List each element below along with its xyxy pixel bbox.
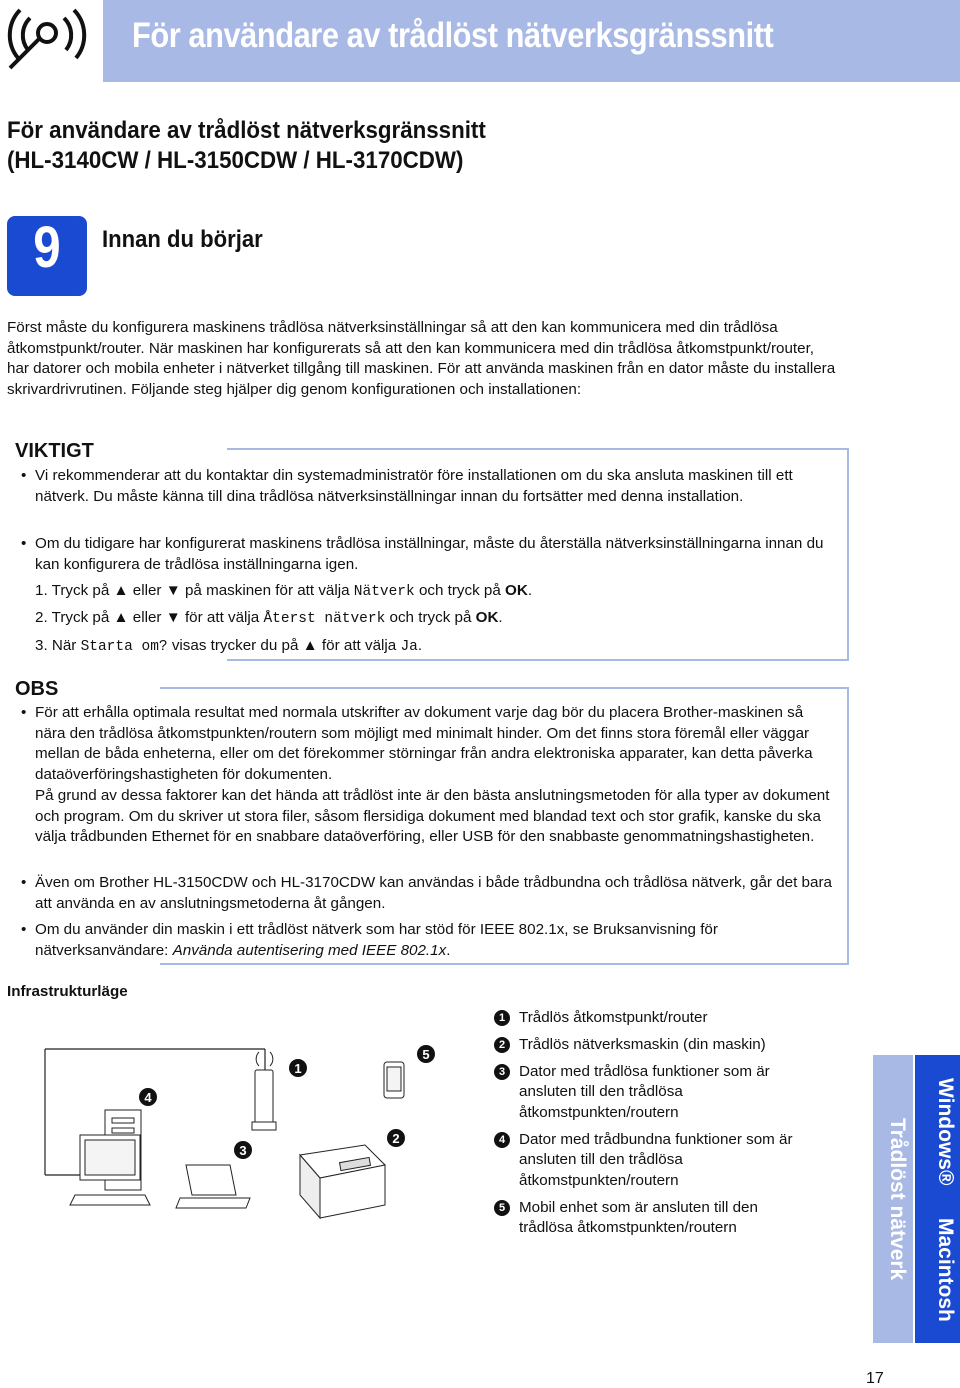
reset-step-3 — [35, 636, 422, 657]
menu-option: Starta om? — [80, 639, 168, 655]
page-number: 17 — [866, 1370, 884, 1387]
step-text: . — [527, 582, 533, 599]
step-text: 1. Tryck på — [35, 582, 114, 599]
menu-option: Ja — [400, 639, 418, 655]
reset-step-1 — [35, 581, 532, 602]
page-title: För användare av trådlöst nätverksgränssnitt — [132, 16, 774, 55]
mobile-device-icon — [384, 1062, 404, 1098]
note-bullet-text: Om du använder din maskin i ett trådlöst nätverk som har stöd för IEEE 802.1x, se Bruksanvisning för nätverksanvändare: — [35, 921, 718, 959]
section-heading-line1: För användare av trådlöst nätverksgränssnitt — [7, 117, 486, 144]
marker-label: 3 — [239, 1143, 247, 1158]
note-box-border — [160, 687, 849, 689]
legend-marker: 3 — [494, 1064, 510, 1080]
step-text: för att välja — [180, 609, 264, 626]
bullet-dot: • — [21, 535, 27, 552]
legend-text: Trådlös nätverksmaskin (din maskin) — [519, 1036, 766, 1053]
section-heading — [7, 116, 486, 176]
legend-text: Mobil enhet som är ansluten till den trådlösa åtkomstpunkten/routern — [519, 1199, 758, 1237]
bullet-dot: • — [21, 467, 27, 484]
note-box-border — [160, 963, 849, 965]
step-text: . — [498, 609, 503, 626]
important-bullet — [21, 466, 840, 507]
tab-macintosh-label: Macintosh — [934, 1218, 957, 1322]
laptop-icon — [176, 1165, 250, 1208]
infrastructure-label: Infrastrukturläge — [7, 983, 128, 1000]
up-arrow-icon: ▲ — [302, 637, 318, 654]
bullet-dot: • — [21, 874, 27, 891]
marker-label: 2 — [392, 1131, 400, 1146]
down-arrow-icon: ▼ — [165, 609, 181, 626]
note-bullet-text: För att erhålla optimala resultat med normala utskrifter av dokument varje dag bör du placera Brother-maskinen så nära den trådlösa åtkomstpunkten/routern som möjligt med minimalt hinder. Om det finns stora föremål eller väggar mellan de båda enheterna, eller om det förekommer störningar från andra elektroniska apparater, kan detta påverka dataöverföringshastigheten för dokumenten. — [35, 704, 813, 784]
important-bullet-text: Om du tidigare har konfigurerat maskinens trådlösa inställningar, måste du återställa nätverksinställningarna innan du kan konfigurera de trådlösa inställningarna igen. — [35, 535, 824, 573]
important-box-border — [847, 448, 849, 661]
bullet-dot: • — [21, 704, 27, 721]
step-text: eller — [128, 609, 166, 626]
legend-marker: 4 — [494, 1132, 510, 1148]
legend-text: Trådlös åtkomstpunkt/router — [519, 1009, 708, 1026]
router-icon — [252, 1052, 276, 1130]
step-text: på maskinen för att välja — [180, 582, 354, 599]
important-box-border — [227, 448, 849, 450]
step-text: . — [417, 637, 423, 654]
step-text: för att välja — [317, 637, 401, 654]
legend-marker: 2 — [494, 1037, 510, 1053]
up-arrow-icon: ▲ — [113, 582, 129, 599]
step-number: 9 — [33, 215, 61, 280]
up-arrow-icon: ▲ — [113, 609, 129, 626]
bullet-dot: • — [21, 921, 27, 938]
marker-label: 5 — [422, 1047, 430, 1062]
step-text: och tryck på — [385, 609, 476, 626]
note-bullet — [21, 703, 835, 848]
ok-key: OK — [475, 609, 499, 626]
note-bullet-text: På grund av dessa faktorer kan det hända att trådlöst inte är den bästa anslutningsmetoden för alla typer av dokument och program. Om du skriver ut stora filer, såsom flersidiga dokument med blandad text och stor grafik, kanske du ska välja trådbunden Ethernet för en snabbare dataöverföring, eller USB för den snabbaste genommatningshastigheten. — [35, 786, 830, 846]
note-bullet — [21, 873, 835, 914]
legend-marker: 5 — [494, 1200, 510, 1216]
intro-paragraph: Först måste du konfigurera maskinens trådlösa nätverksinställningar så att den kan kommunicera med din trådlösa åtkomstpunkt/router. När maskinen har konfigurerats så att den kan kommunicera med din trådlösa åtkomstpunkt/router, har datorer och mobila enheter i nätverket tillgång till maskinen. För att använda maskinen från en dator måste du installera skrivardrivrutinen. Följande steg hjälper dig genom konfigurationen och installationen: — [7, 319, 836, 399]
reset-step-2 — [35, 608, 503, 629]
marker-label: 4 — [144, 1090, 152, 1105]
step-text: och tryck på — [414, 582, 506, 599]
manual-reference: Använda autentisering med IEEE 802.1x — [172, 941, 447, 959]
ok-key: OK — [505, 582, 528, 599]
step-text: 3. När — [35, 637, 81, 654]
desktop-computer-icon — [70, 1110, 150, 1205]
important-box-border — [227, 659, 849, 661]
down-arrow-icon: ▼ — [165, 582, 181, 599]
section-heading-line2: (HL-3140CW / HL-3150CDW / HL-3170CDW) — [7, 147, 464, 174]
note-box-border — [847, 687, 849, 965]
step-text: eller — [128, 582, 166, 599]
note-bullet — [21, 920, 835, 961]
step-text: visas trycker du på — [167, 637, 303, 654]
step-text: 2. Tryck på — [35, 609, 114, 626]
important-heading: VIKTIGT — [15, 440, 94, 462]
legend-marker: 1 — [494, 1010, 510, 1026]
menu-option: Nätverk — [353, 584, 415, 600]
important-bullet — [21, 534, 840, 575]
legend-text: Dator med trådlösa funktioner som är ansluten till den trådlösa åtkomstpunkten/routern — [519, 1063, 770, 1121]
note-bullet-text: . — [446, 941, 451, 959]
tab-wireless-label: Trådlöst nätverk — [886, 1118, 909, 1281]
menu-option: Återst nätverk — [263, 611, 386, 627]
note-bullet-text: Även om Brother HL-3150CDW och HL-3170CDW kan användas i både trådbundna och trådlösa nätverk, går det bara att använda en av anslutningsmetoderna åt gången. — [35, 874, 832, 912]
marker-label: 1 — [294, 1061, 302, 1076]
printer-icon — [300, 1145, 385, 1218]
step-title: Innan du börjar — [102, 226, 263, 253]
legend-text: Dator med trådbundna funktioner som är ansluten till den trådlösa åtkomstpunkten/routern — [519, 1131, 793, 1189]
wireless-icon — [0, 0, 98, 84]
network-diagram — [0, 1000, 480, 1260]
note-heading: OBS — [15, 678, 59, 700]
important-bullet-text: Vi rekommenderar att du kontaktar din systemadministratör före installationen om du ska ansluta maskinen till ett nätverk. Du måste känna till dina trådlösa nätverksinställningar innan du fortsätter med denna installation. — [35, 467, 793, 505]
tab-windows-label: Windows® — [934, 1078, 957, 1186]
